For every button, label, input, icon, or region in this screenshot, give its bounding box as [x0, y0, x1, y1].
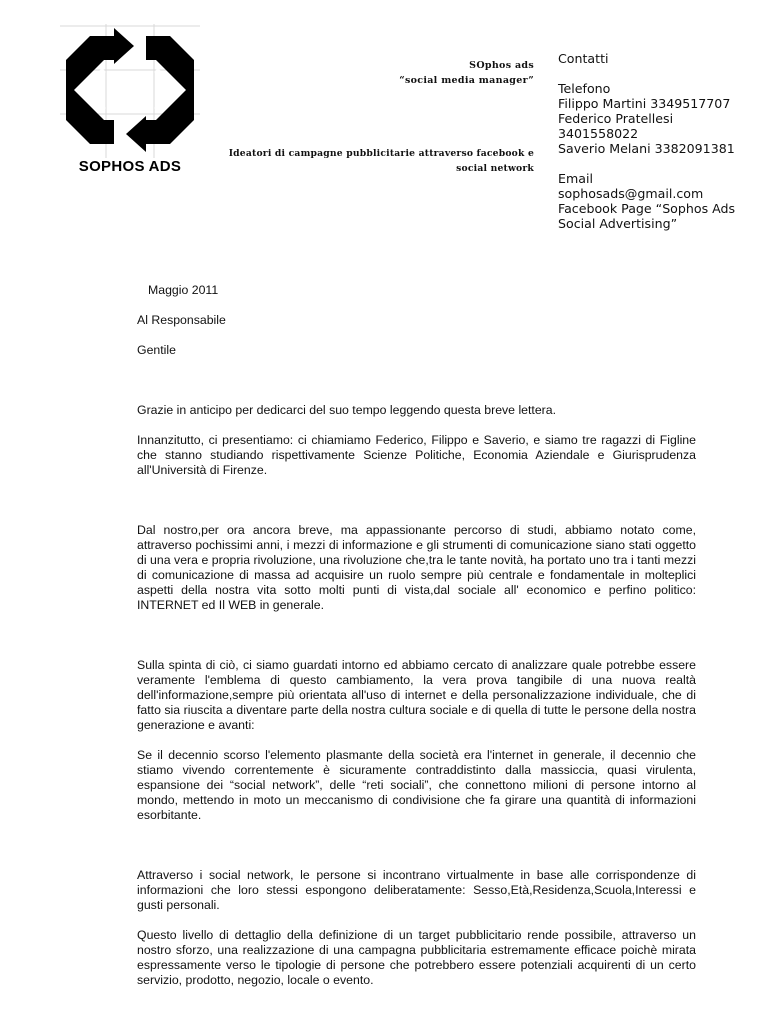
letter-date: Maggio 2011 — [148, 283, 219, 297]
contacts-block — [558, 51, 763, 231]
paragraph: Attraverso i social network, le persone si incontrano virtualmente in base alle corrispondenze di informazioni che loro stessi espongono deliberatamente: Sesso,Età,Residenza,Scuola,Interessi e gusti personali. — [137, 868, 696, 912]
phone-3: Saverio Melani 3382091381 — [558, 141, 735, 156]
paragraph: Questo livello di dettaglio della definizione di un target pubblicitario rende possibile, attraverso un nostro sforzo, una realizzazione di una campagna pubblicitaria estremamente efficace poichè mirata espressamente verso le tipologie di persone che potrebbero essere potenziali acquirenti di un certo servizio, prodotto, negozio, locale o evento. — [137, 928, 696, 987]
logo-arrows-icon — [60, 24, 200, 158]
paragraph: Grazie in anticipo per dedicarci del suo tempo leggendo questa breve lettera. — [137, 403, 557, 417]
sophos-ads-logo — [60, 24, 200, 180]
brand-role: “social media manager” — [399, 75, 534, 86]
email-address: sophosads@gmail.com — [558, 186, 704, 201]
paragraph: Innanzitutto, ci presentiamo: ci chiamiamo Federico, Filippo e Saverio, e siamo tre ragazzi di Figline che stanno studiando rispettivamente Scienze Politiche, Economia Aziendale e Giurisprudenza all'Università di Firenze. — [137, 433, 696, 477]
facebook-page-line-2: Social Advertising” — [558, 216, 678, 231]
brand-name: SOphos ads — [469, 60, 534, 71]
tagline — [200, 146, 534, 176]
phone-1: Filippo Martini 3349517707 — [558, 96, 731, 111]
brand-block — [399, 58, 534, 88]
paragraph: Dal nostro,per ora ancora breve, ma appassionante percorso di studi, abbiamo notato come, attraverso pochissimi anni, i mezzi di informazione e gli strumenti di comunicazione siano stati oggetto di una vera e propria rivoluzione, una rivoluzione che,tra le tante novità, ha portato uno tra i tanti mezzi di comunicazione di massa ad acquisire un ruolo sempre più centrale e fondamentale in molteplici aspetti della nostra vita sotto molti punti di vista,dal sociale all' economico e perfino politico: INTERNET ed Il WEB in generale. — [137, 523, 696, 612]
phone-label: Telefono — [558, 81, 611, 96]
paragraph: Sulla spinta di ciò, ci siamo guardati intorno ed abbiamo cercato di analizzare quale potrebbe essere veramente l'emblema di questo cambiamento, la vera prova tangibile di una nuova realtà dell'informazione,sempre più orientata all'uso di internet e della personalizzazione individuale, che di fatto sia riuscita a diventare parte della nostra cultura sociale e di quella di tutte le persone della nostra generazione e avanti: — [137, 658, 696, 732]
tagline-line-2: social network — [456, 163, 534, 174]
letter-recipient: Al Responsabile — [137, 313, 226, 327]
tagline-line-1: Ideatori di campagne pubblicitarie attraverso facebook e — [228, 148, 534, 159]
phone-2-name: Federico Pratellesi — [558, 111, 674, 126]
logo-text: SOPHOS ADS — [78, 158, 182, 175]
email-label: Email — [558, 171, 593, 186]
phone-2-number: 3401558022 — [558, 126, 639, 141]
paragraph: Se il decennio scorso l'elemento plasmante della società era l'internet in generale, il decennio che stiamo vivendo correntemente è sicuramente contraddistinto dalla massiccia, quasi virulenta, espansione dei “social network”, delle “reti sociali”, che connettono milioni di persone intorno al mondo, mettendo in moto un meccanismo di condivisione che fa girare una quantità di informazioni esorbitante. — [137, 748, 696, 822]
letter-salutation: Gentile — [137, 343, 176, 357]
letter-body — [137, 283, 696, 988]
facebook-page-line-1: Facebook Page “Sophos Ads — [558, 201, 736, 216]
contacts-title: Contatti — [558, 51, 609, 66]
